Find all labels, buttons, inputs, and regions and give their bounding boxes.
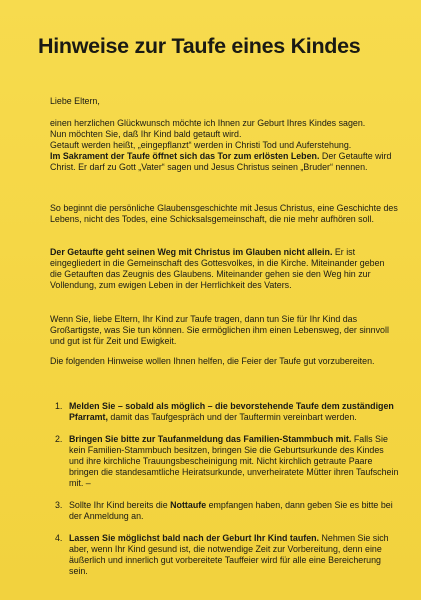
list-item-text: damit das Taufgespräch und der Tauftermin vereinbart werden. (107, 412, 357, 422)
paragraph-text (50, 247, 398, 291)
list-item-bold: Melden Sie – sobald als möglich – die bevorstehende Taufe dem zuständigen Pfarramt, (69, 401, 394, 422)
list-item-text: Nehmen Sie sich aber, wenn Ihr Kind gesund ist, die notwendige Zeit zur Vorbereitung, denn eine äußerlich und innerlich gut vorbereitete Tauffeier wird für alle eine Bereicherung sein. (69, 533, 389, 576)
list-item (55, 401, 400, 423)
paragraph-community (50, 247, 398, 291)
paragraph-parents (50, 314, 398, 347)
salutation-text: Liebe Eltern, (50, 96, 100, 106)
list-item-number: 4. (55, 533, 63, 543)
sentence: Er ist eingegliedert in die Gemeinschaft des Gottesvolkes, in die Kirche. Miteinander geben die Getauften das Zeugnis des Glaubens. Miteinander gehen sie den Weg hin zur Vollendung, zum ewigen Leben in der Herrlichkeit des Vaters. (50, 247, 385, 290)
list-item (55, 533, 400, 577)
list-item-bold: Bringen Sie bitte zur Taufanmeldung das Familien-Stammbuch mit. (69, 434, 352, 444)
salutation (50, 96, 398, 107)
page-title: Hinweise zur Taufe eines Kindes (38, 34, 361, 58)
paragraph-text: Die folgenden Hinweise wollen Ihnen helfen, die Feier der Taufe gut vorzubereiten. (50, 356, 375, 366)
hints-list (55, 401, 400, 588)
list-item-bold: Lassen Sie möglichst bald nach der Geburt Ihr Kind taufen. (69, 533, 320, 543)
list-item-text: Sollte Ihr Kind bereits die (69, 500, 171, 510)
sentence: Der Getaufte wird Christ. Er darf zu Gott „Vater“ sagen und Jesus Christus seinen „Bruder“ nennen. (50, 151, 392, 172)
list-item-text: Falls Sie kein Familien-Stammbuch besitzen, bringen Sie die Geburtsurkunde des Kindes und ihre kirchliche Trauungsbescheinigung mit. Nicht kirchlich getraute Paare bringen die standesamtliche Heiratsurkunde, unverheiratete Mütter ihren Taufschein mit. – (69, 434, 399, 488)
list-item-number: 1. (55, 401, 63, 411)
list-item (55, 434, 400, 489)
paragraph-line: Getauft werden heißt, „eingepflanzt“ werden in Christi Tod und Auferstehung. (50, 140, 352, 150)
paragraph-line: einen herzlichen Glückwunsch möchte ich Ihnen zur Geburt Ihres Kindes sagen. (50, 118, 366, 128)
bold-sentence: Im Sakrament der Taufe öffnet sich das Tor zum erlösten Leben. (50, 151, 320, 161)
paragraph-text: Wenn Sie, liebe Eltern, Ihr Kind zur Taufe tragen, dann tun Sie für Ihr Kind das Großartigste, was Sie tun können. Sie ermöglichen ihm einen Lebensweg, der sinnvoll und gut ist für Zeit und Ewigkeit. (50, 314, 389, 346)
list-item-number: 2. (55, 434, 63, 444)
bold-sentence: Der Getaufte geht seinen Weg mit Christus im Glauben nicht allein. (50, 247, 333, 257)
paragraph-text: So beginnt die persönliche Glaubensgeschichte mit Jesus Christus, eine Geschichte des Lebens, nicht des Todes, eine Schicksalsgemeinschaft, die nie mehr aufhören soll. (50, 203, 398, 224)
paragraph-intro-hints (50, 356, 398, 367)
paragraph-line: Nun möchten Sie, daß Ihr Kind bald getauft wird. (50, 129, 242, 139)
paragraph-congratulations (50, 118, 398, 173)
list-item-bold: Nottaufe (170, 500, 207, 510)
list-item (55, 500, 400, 522)
list-item-text: empfangen haben, dann geben Sie es bitte bei der Anmeldung an. (69, 500, 393, 521)
paragraph-line (50, 151, 398, 173)
list-item-number: 3. (55, 500, 63, 510)
paragraph-faith-story (50, 203, 398, 225)
